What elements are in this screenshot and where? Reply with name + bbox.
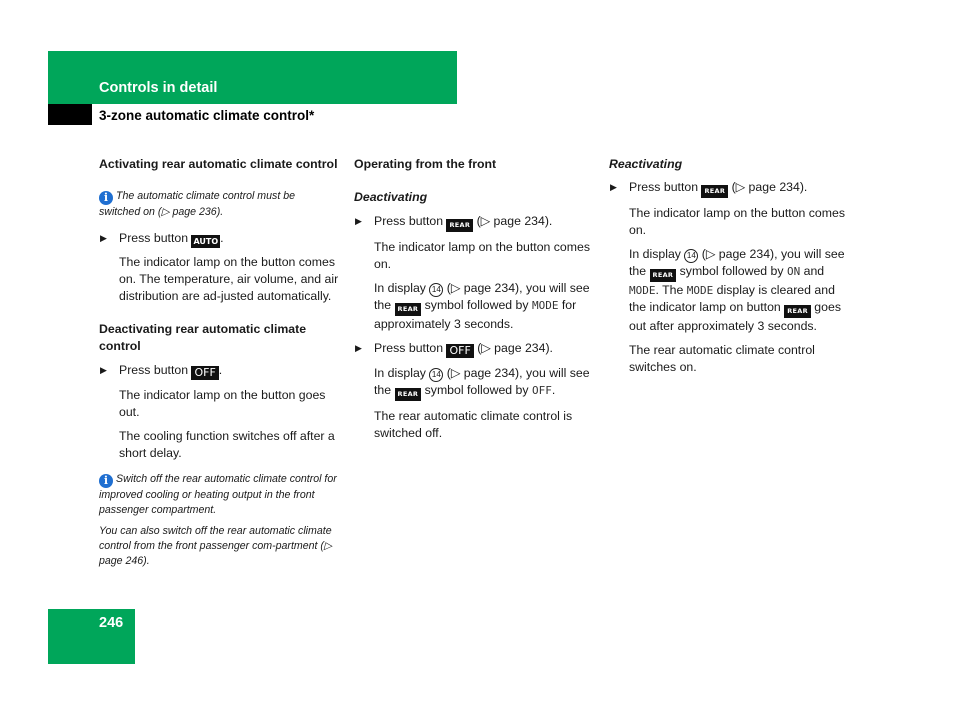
- step-press-rear: ▶ Press button REAR (▷ page 234).: [354, 213, 594, 232]
- step-press-off: ▶ Press button OFF .: [100, 363, 223, 379]
- bullet-arrow-icon: ▶: [100, 365, 107, 375]
- section-title: Controls in detail: [99, 80, 218, 96]
- rear-button-icon: REAR: [784, 305, 811, 318]
- paragraph: In display 14 (▷ page 234), you will see the REAR symbol followed by ON and MODE. The MODE display is cleared and the indicator lamp on button REAR goes out after approximately 3 seconds.: [629, 247, 845, 333]
- page-subtitle: 3-zone automatic climate control*: [99, 108, 315, 123]
- off-button-icon: OFF: [446, 344, 473, 358]
- paragraph: The cooling function switches off after a short delay.: [119, 429, 335, 460]
- page-number: 246: [99, 615, 124, 631]
- paragraph: The indicator lamp on the button comes on. The temperature, air volume, and air distribution are ad-justed automatically.: [119, 255, 339, 303]
- bullet-arrow-icon: ▶: [355, 343, 362, 353]
- paragraph: In display 14 (▷ page 234), you will see the REAR symbol followed by MODE for approximately 3 seconds.: [374, 281, 590, 331]
- paragraph: The indicator lamp on the button goes out.: [119, 388, 326, 419]
- column-2: [354, 156, 594, 442]
- info-note: i Switch off the rear automatic climate control for improved cooling or heating output in the front passenger compartment.: [99, 473, 337, 516]
- mode-display: MODE: [686, 284, 714, 297]
- subheading-deactivating: Deactivating: [354, 190, 428, 204]
- display-number-icon: 14: [684, 249, 698, 263]
- note-text: You can also switch off the rear automatic climate control from the front passenger com-partment (▷ page 246).: [99, 525, 333, 567]
- display-number-icon: 14: [429, 283, 443, 297]
- heading-deactivating: Deactivating rear automatic climate control: [99, 322, 307, 353]
- off-button-icon: OFF: [191, 366, 218, 380]
- display-number-icon: 14: [429, 368, 443, 382]
- step-press-off: ▶ Press button OFF (▷ page 234).: [355, 341, 553, 357]
- bullet-arrow-icon: ▶: [355, 216, 362, 226]
- subtitle-marker: [48, 104, 92, 125]
- subheading-reactivating: Reactivating: [609, 157, 683, 171]
- mode-display: MODE: [531, 299, 559, 312]
- header-bar: [48, 51, 457, 104]
- column-3: [609, 156, 849, 376]
- rear-button-icon: REAR: [395, 303, 422, 316]
- heading-activating: Activating rear automatic climate control: [99, 157, 338, 171]
- rear-button-icon: REAR: [701, 185, 728, 198]
- info-note: i The automatic climate control must be switched on (▷ page 236).: [99, 190, 295, 218]
- paragraph: The rear automatic climate control switches on.: [629, 343, 815, 374]
- column-1: [99, 156, 339, 569]
- off-display: OFF: [531, 384, 552, 397]
- info-icon: i: [99, 191, 113, 205]
- bullet-arrow-icon: ▶: [610, 182, 617, 192]
- bullet-arrow-icon: ▶: [100, 233, 107, 243]
- rear-button-icon: REAR: [650, 269, 677, 282]
- paragraph: The rear automatic climate control is switched off.: [374, 409, 573, 440]
- paragraph: The indicator lamp on the button comes on.: [629, 206, 846, 237]
- info-icon: i: [99, 474, 113, 488]
- auto-button-icon: AUTO: [193, 237, 219, 246]
- rear-button-icon: REAR: [395, 388, 422, 401]
- on-display: ON: [786, 265, 801, 278]
- paragraph: The indicator lamp on the button comes on.: [374, 240, 591, 271]
- rear-button-icon: REAR: [446, 219, 473, 232]
- step-press-auto: ▶ Press button AUTO .: [100, 231, 224, 246]
- heading-operating-front: Operating from the front: [354, 157, 497, 171]
- mode-display: MODE: [629, 284, 656, 297]
- step-press-rear: ▶ Press button REAR (▷ page 234).: [609, 179, 849, 198]
- paragraph: In display 14 (▷ page 234), you will see the REAR symbol followed by OFF.: [354, 365, 594, 401]
